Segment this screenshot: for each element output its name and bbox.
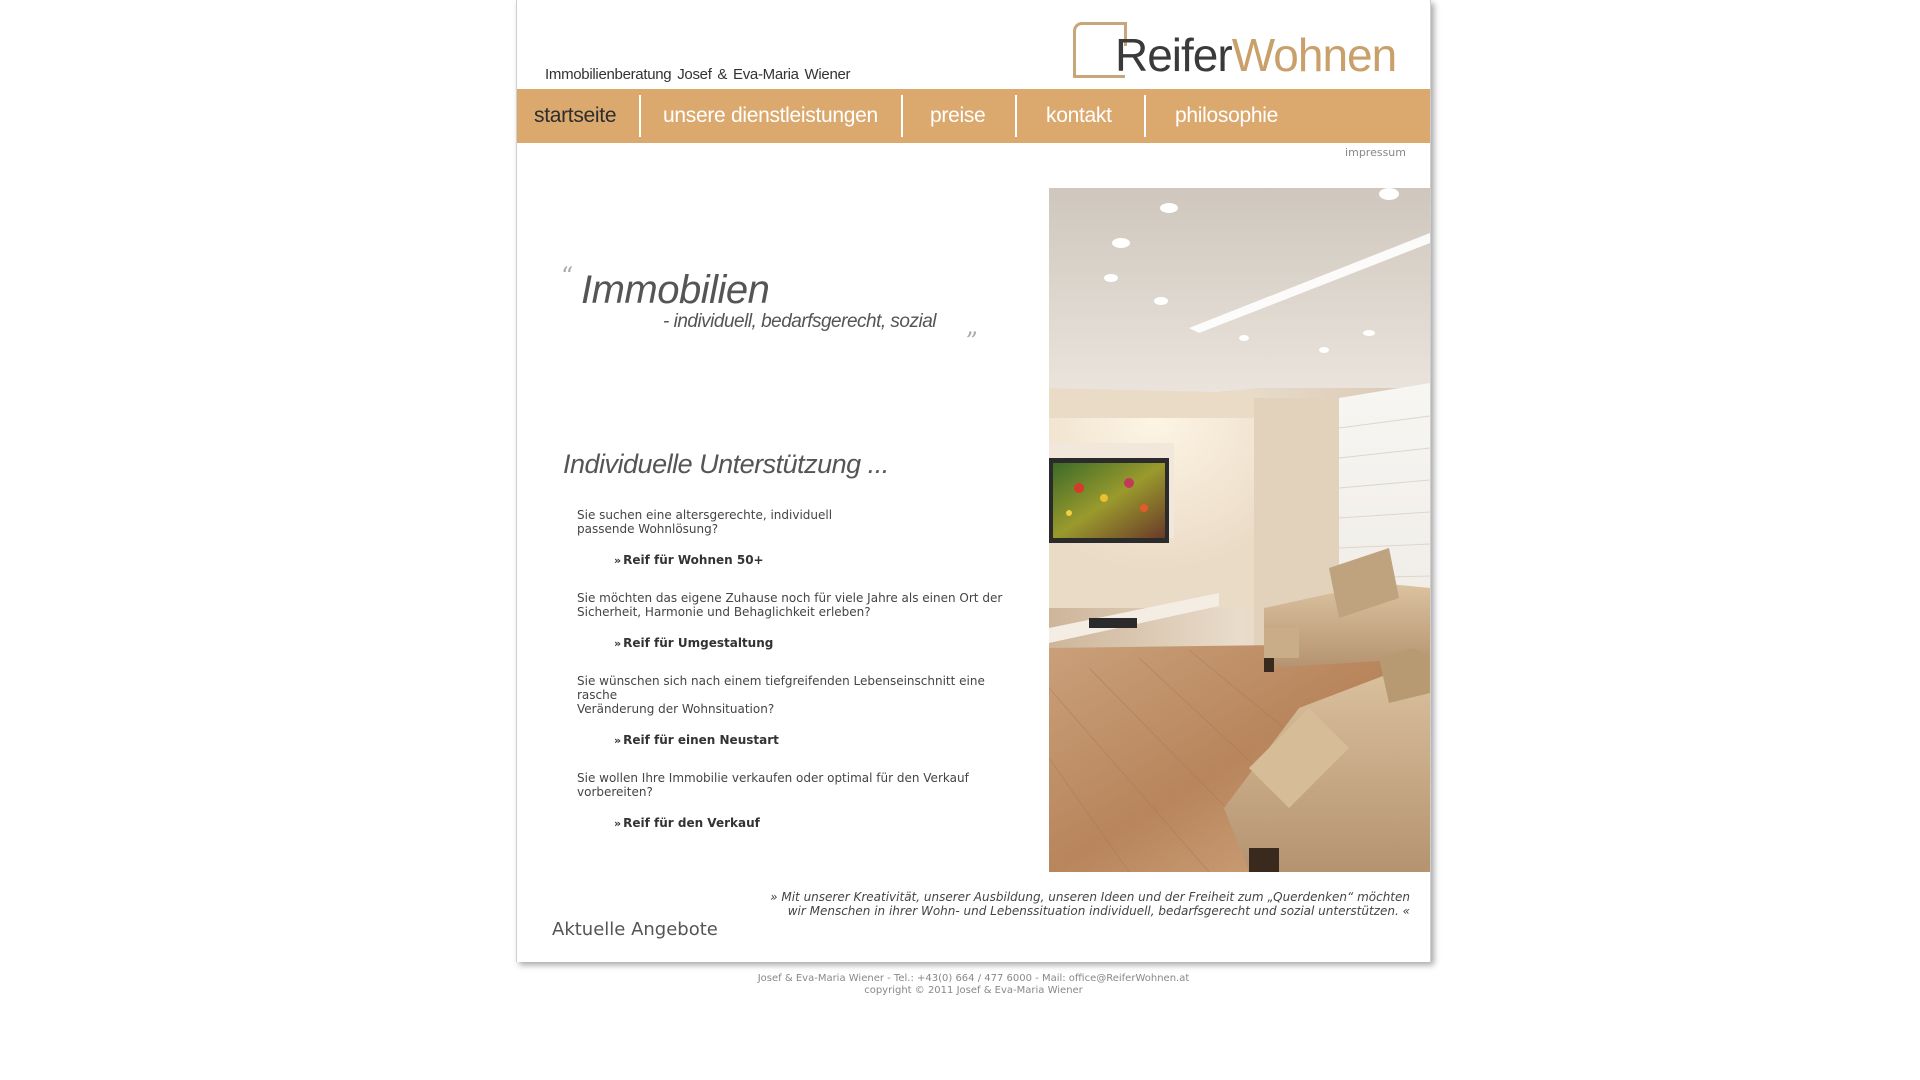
chevron-right-icon: »	[614, 637, 622, 650]
open-quote-mark: “	[561, 262, 574, 290]
mission-statement: » Mit unserer Kreativität, unserer Ausbildung, unseren Ideen und der Freiheit zum „Querdenken“ möchten wir Menschen in ihrer Wohn- und Lebenssituation individuell, bedarfsgerecht und sozial unterstützen. «	[770, 890, 1410, 918]
current-offers-link[interactable]: Aktuelle Angebote	[552, 919, 718, 940]
footer-contact: Josef & Eva-Maria Wiener - Tel.: +43(0) 664 / 477 6000 - Mail: office@ReiferWohnen.at	[757, 973, 1190, 984]
chevron-right-icon: »	[614, 734, 622, 747]
impressum-link[interactable]: impressum	[1345, 146, 1406, 159]
page-container	[516, 0, 1431, 962]
section-heading: Individuelle Unterstützung ...	[563, 449, 889, 479]
chevron-right-icon: »	[614, 817, 622, 830]
service-link-umgestaltung[interactable]: » Reif für Umgestaltung	[614, 636, 774, 650]
nav-separator	[901, 95, 903, 137]
logo-word-wohnen: Wohnen	[1231, 29, 1397, 81]
nav-separator	[1144, 95, 1146, 137]
nav-kontakt[interactable]: kontakt	[1046, 104, 1112, 127]
nav-separator	[1015, 95, 1017, 137]
header-tagline: Immobilienberatung Josef & Eva-Maria Wiener	[545, 66, 851, 83]
chevron-right-icon: »	[614, 554, 622, 567]
site-footer	[516, 973, 1431, 997]
footer-copyright: copyright © 2011 Josef & Eva-Maria Wiener	[864, 985, 1083, 996]
nav-separator	[639, 95, 641, 137]
main-navigation	[517, 89, 1430, 143]
service-link-neustart[interactable]: » Reif für einen Neustart	[614, 733, 779, 747]
service-description: Sie wollen Ihre Immobilie verkaufen oder optimal für den Verkauf vorbereiten?	[577, 771, 969, 799]
service-description: Sie suchen eine altersgerechte, individuell passende Wohnlösung?	[577, 508, 833, 536]
nav-unsere-dienstleistungen[interactable]: unsere dienstleistungen	[663, 104, 878, 127]
nav-startseite[interactable]: startseite	[534, 104, 617, 127]
close-quote-mark: „	[966, 312, 979, 340]
headline-quote	[561, 262, 981, 342]
service-link-wohnen-50[interactable]: » Reif für Wohnen 50+	[614, 553, 764, 567]
nav-preise[interactable]: preise	[930, 104, 986, 127]
site-logo[interactable]	[1073, 18, 1413, 88]
headline-sub: - individuell, bedarfsgerecht, sozial	[663, 311, 936, 332]
service-description: Sie möchten das eigene Zuhause noch für viele Jahre als einen Ort der Sicherheit, Harmonie und Behaglichkeit erleben?	[577, 591, 1003, 619]
nav-philosophie[interactable]: philosophie	[1175, 104, 1278, 127]
service-link-verkauf[interactable]: » Reif für den Verkauf	[614, 816, 760, 830]
service-description: Sie wünschen sich nach einem tiefgreifenden Lebenseinschnitt eine rasche Veränderung der Wohnsituation?	[577, 674, 985, 716]
headline-main: Immobilien	[581, 268, 770, 312]
logo-word-reifer: Reifer	[1115, 29, 1232, 81]
living-room-photo	[1049, 188, 1430, 872]
